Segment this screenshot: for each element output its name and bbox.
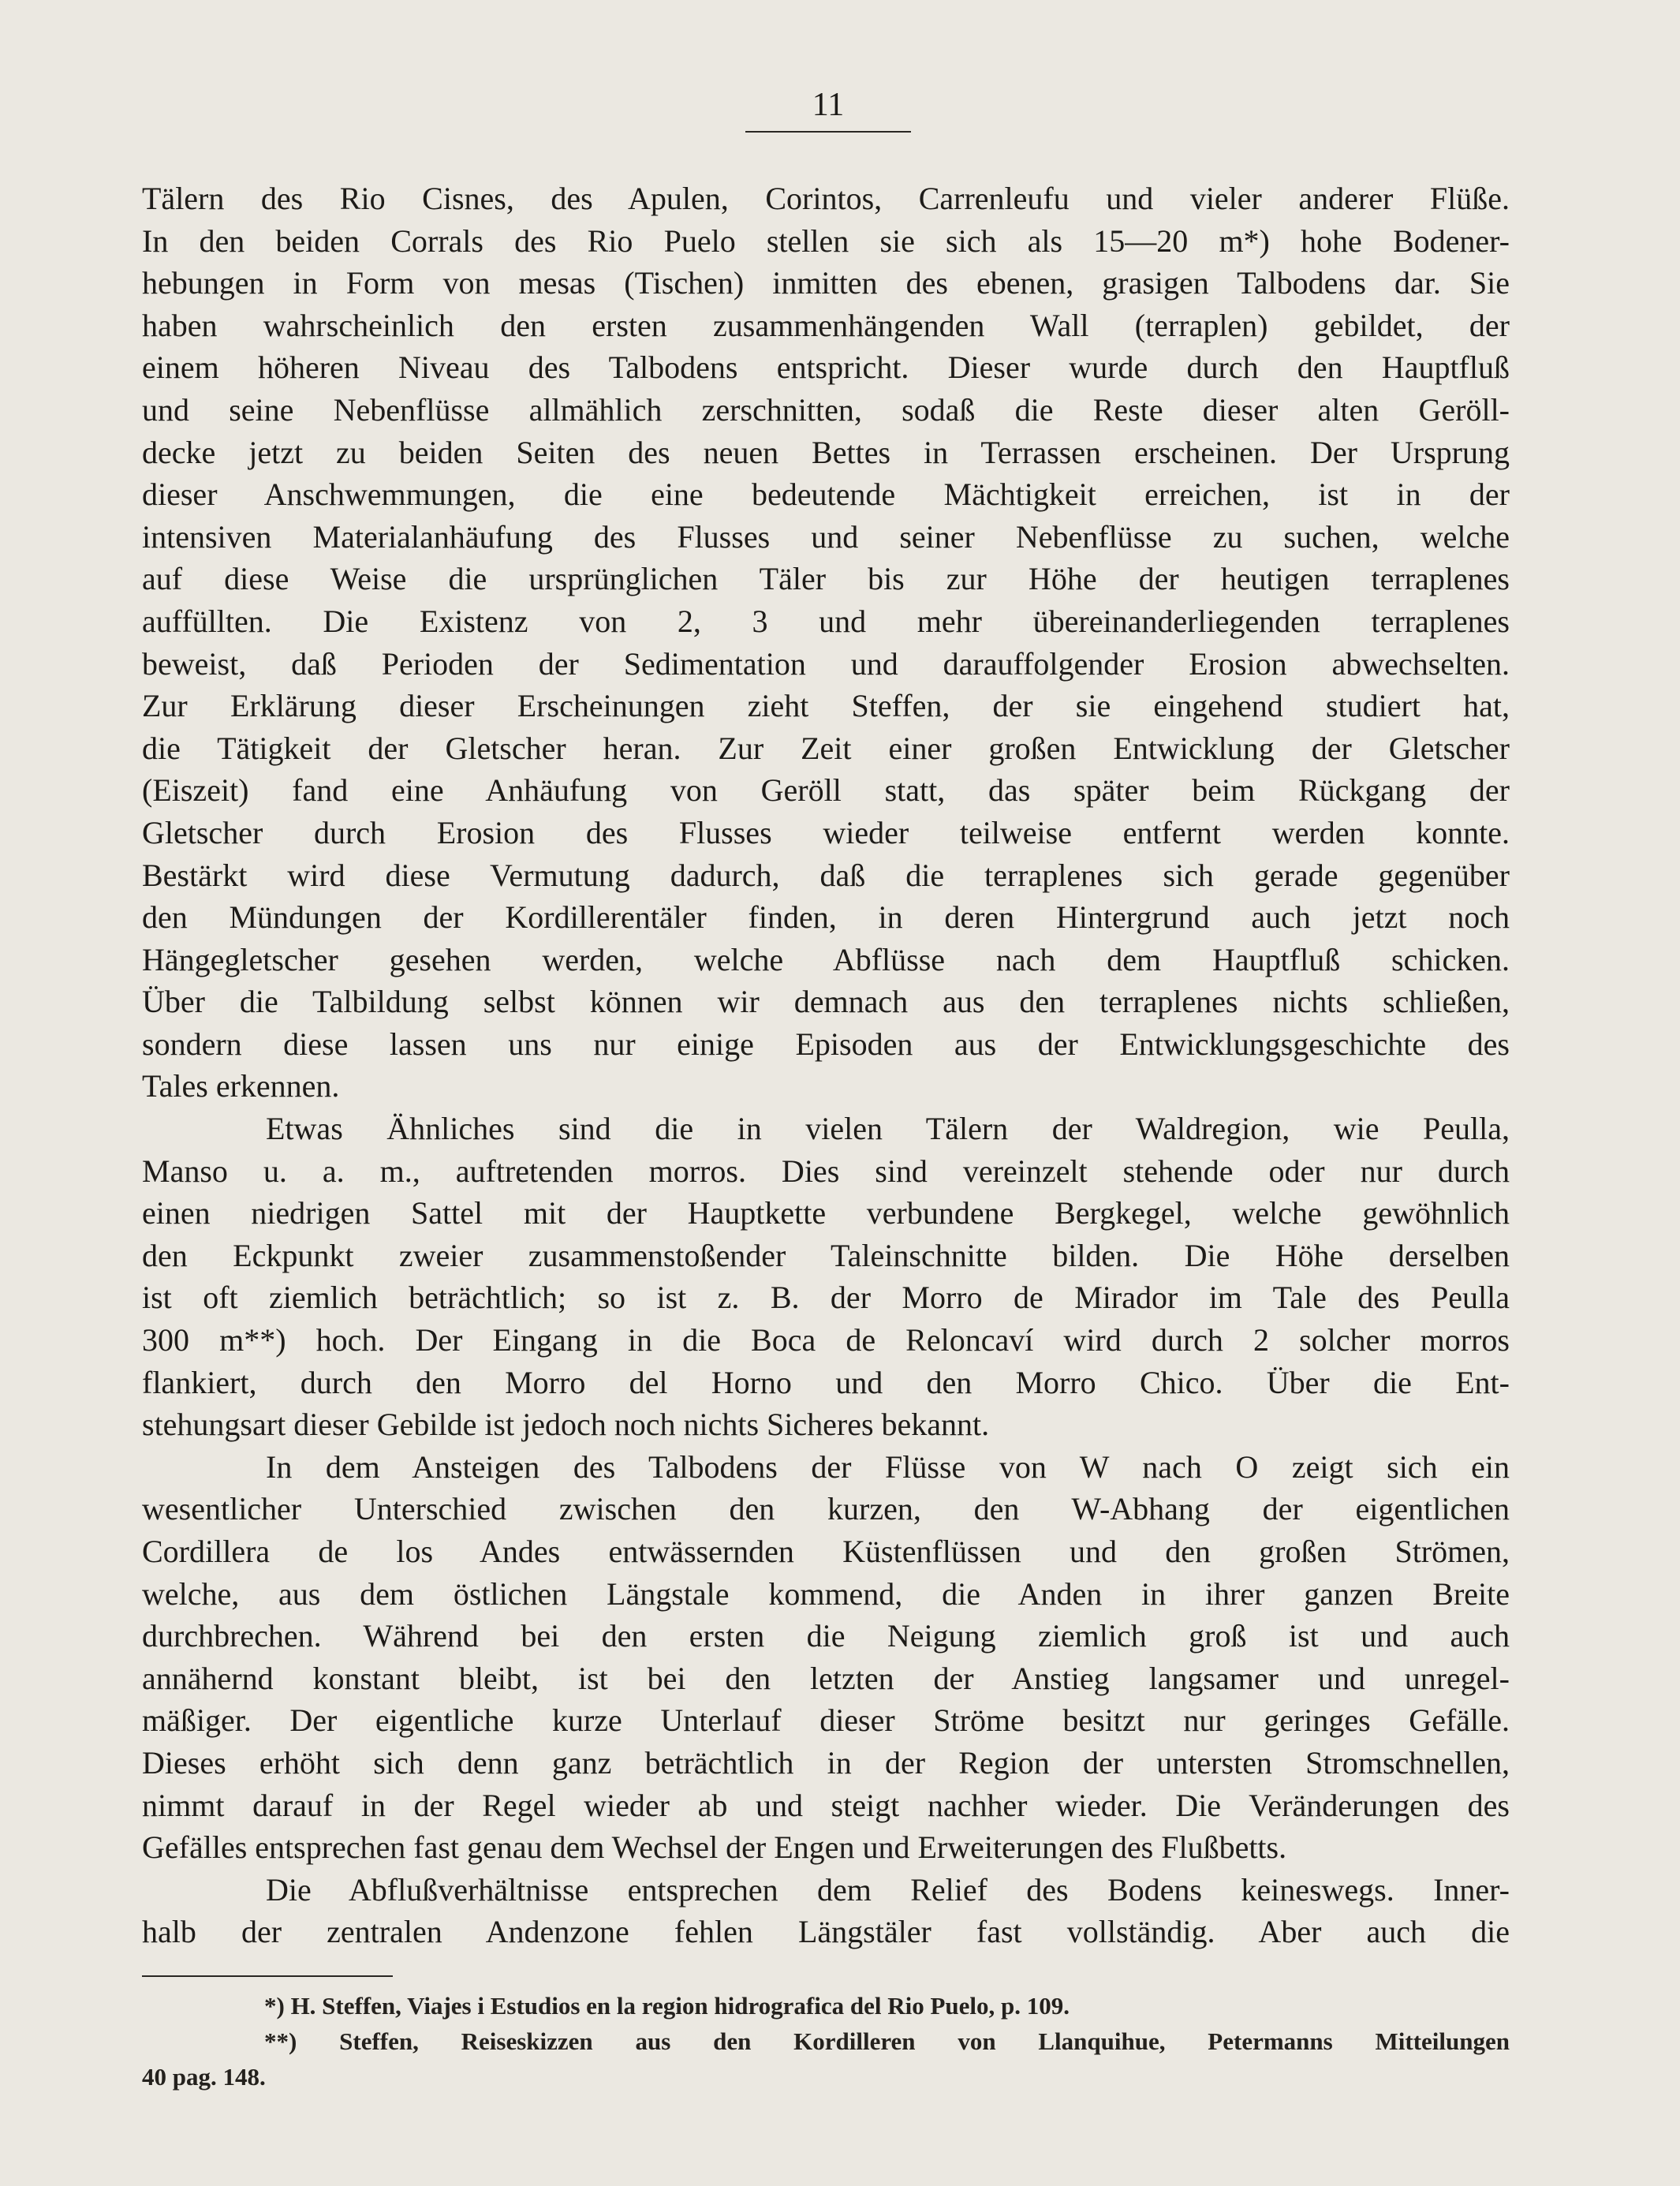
text-line: Die Abflußverhältnisse entsprechen dem Relief des Bodens keineswegs. Inner- — [266, 1871, 1510, 1908]
text-line: einen niedrigen Sattel mit der Hauptkette verbundene Bergkegel, welche gewöhnlich — [142, 1195, 1510, 1231]
page-number: 11 — [812, 87, 845, 123]
body-text — [142, 177, 1510, 1953]
text-line: beweist, daß Perioden der Sedimentation und darauffolgender Erosion abwechselten. — [142, 645, 1510, 682]
text-line: auf diese Weise die ursprünglichen Täler bis zur Höhe der heutigen terraplenes — [142, 561, 1510, 597]
text-line: einem höheren Niveau des Talbodens entspricht. Dieser wurde durch den Hauptfluß — [142, 349, 1510, 386]
text-line: In dem Ansteigen des Talbodens der Flüsse von W nach O zeigt sich ein — [266, 1448, 1510, 1485]
text-line: Hängegletscher gesehen werden, welche Abflüsse nach dem Hauptfluß schicken. — [142, 941, 1510, 977]
text-line: Tales erkennen. — [142, 1068, 340, 1104]
text-line: intensiven Materialanhäufung des Flusses und seiner Nebenflüsse zu suchen, welche — [142, 518, 1510, 555]
text-line: die Tätigkeit der Gletscher heran. Zur Zeit einer großen Entwicklung der Gletscher — [142, 730, 1510, 766]
text-line: Gefälles entsprechen fast genau dem Wechsel der Engen und Erweiterungen des Flußbetts. — [142, 1829, 1287, 1866]
text-line: decke jetzt zu beiden Seiten des neuen Bettes in Terrassen erscheinen. Der Ursprung — [142, 434, 1510, 470]
text-line: flankiert, durch den Morro del Horno und den Morro Chico. Über die Ent- — [142, 1364, 1510, 1400]
text-line: halb der zentralen Andenzone fehlen Längstäler fast vollständig. Aber auch die — [142, 1914, 1510, 1950]
text-line: Tälern des Rio Cisnes, des Apulen, Corintos, Carrenleufu und vieler anderer Flüße. — [142, 181, 1510, 216]
footnote-rule — [142, 1975, 393, 1977]
text-line: mäßiger. Der eigentliche kurze Unterlauf dieser Ströme besitzt nur geringes Gefälle. — [142, 1702, 1510, 1739]
text-line: Dieses erhöht sich denn ganz beträchtlich in der Region der untersten Stromschnellen, — [142, 1744, 1510, 1781]
text-line: auffüllten. Die Existenz von 2, 3 und mehr übereinanderliegenden terraplenes — [142, 603, 1510, 639]
text-line: Manso u. a. m., auftretenden morros. Dies sind vereinzelt stehende oder nur durch — [142, 1153, 1510, 1189]
text-line: wesentlicher Unterschied zwischen den kurzen, den W-Abhang der eigentlichen — [142, 1491, 1510, 1527]
text-line: ist oft ziemlich beträchtlich; so ist z. B. der Morro de Mirador im Tale des Peulla — [142, 1280, 1510, 1316]
text-line: (Eiszeit) fand eine Anhäufung von Geröll statt, das später beim Rückgang der — [142, 772, 1510, 809]
text-line: und seine Nebenflüsse allmählich zerschnitten, sodaß die Reste dieser alten Geröll- — [142, 391, 1510, 428]
text-line: haben wahrscheinlich den ersten zusammenhängenden Wall (terraplen) gebildet, der — [142, 307, 1510, 343]
text-line: nimmt darauf in der Regel wieder ab und steigt nachher wieder. Die Veränderungen des — [142, 1787, 1510, 1823]
footnote-line: *) H. Steffen, Viajes i Estudios en la region hidrografica del Rio Puelo, p. 109. — [264, 1992, 1070, 2020]
header-rule — [745, 131, 911, 133]
text-line: welche, aus dem östlichen Längstale kommend, die Anden in ihrer ganzen Breite — [142, 1575, 1510, 1612]
text-line: stehungsart dieser Gebilde ist jedoch noch nichts Sicheres bekannt. — [142, 1407, 990, 1443]
text-line: Bestärkt wird diese Vermutung dadurch, daß die terraplenes sich gerade gegenüber — [142, 857, 1510, 893]
text-line: hebungen in Form von mesas (Tischen) inmitten des ebenen, grasigen Talbodens dar. Sie — [142, 265, 1510, 301]
text-line: sondern diese lassen uns nur einige Episoden aus der Entwicklungsgeschichte des — [142, 1026, 1510, 1062]
text-line: Cordillera de los Andes entwässernden Küstenflüssen und den großen Strömen, — [142, 1534, 1510, 1569]
footnote-line: 40 pag. 148. — [142, 2063, 266, 2091]
text-line: 300 m**) hoch. Der Eingang in die Boca de Reloncaví wird durch 2 solcher morros — [142, 1322, 1510, 1358]
text-line: Gletscher durch Erosion des Flusses wieder teilweise entfernt werden konnte. — [142, 814, 1510, 850]
text-line: den Mündungen der Kordillerentäler finden, in deren Hintergrund auch jetzt noch — [142, 899, 1510, 936]
text-line: Über die Talbildung selbst können wir demnach aus den terraplenes nichts schließen, — [142, 984, 1510, 1020]
text-line: den Eckpunkt zweier zusammenstoßender Taleinschnitte bilden. Die Höhe derselben — [142, 1237, 1510, 1273]
text-line: In den beiden Corrals des Rio Puelo stellen sie sich als 15—20 m*) hohe Bodener- — [142, 222, 1510, 259]
text-line: durchbrechen. Während bei den ersten die Neigung ziemlich groß ist und auch — [142, 1618, 1510, 1654]
text-line: Etwas Ähnliches sind die in vielen Tälern der Waldregion, wie Peulla, — [266, 1111, 1510, 1147]
text-line: dieser Anschwemmungen, die eine bedeutende Mächtigkeit erreichen, ist in der — [142, 476, 1510, 513]
footnote-line: **) Steffen, Reiseskizzen aus den Kordilleren von Llanquihue, Petermanns Mitteilungen — [264, 2027, 1510, 2055]
text-line: Zur Erklärung dieser Erscheinungen zieht Steffen, der sie eingehend studiert hat, — [142, 688, 1510, 724]
footnotes — [142, 1988, 1510, 2094]
text-line: annähernd konstant bleibt, ist bei den letzten der Anstieg langsamer und unregel- — [142, 1660, 1510, 1696]
